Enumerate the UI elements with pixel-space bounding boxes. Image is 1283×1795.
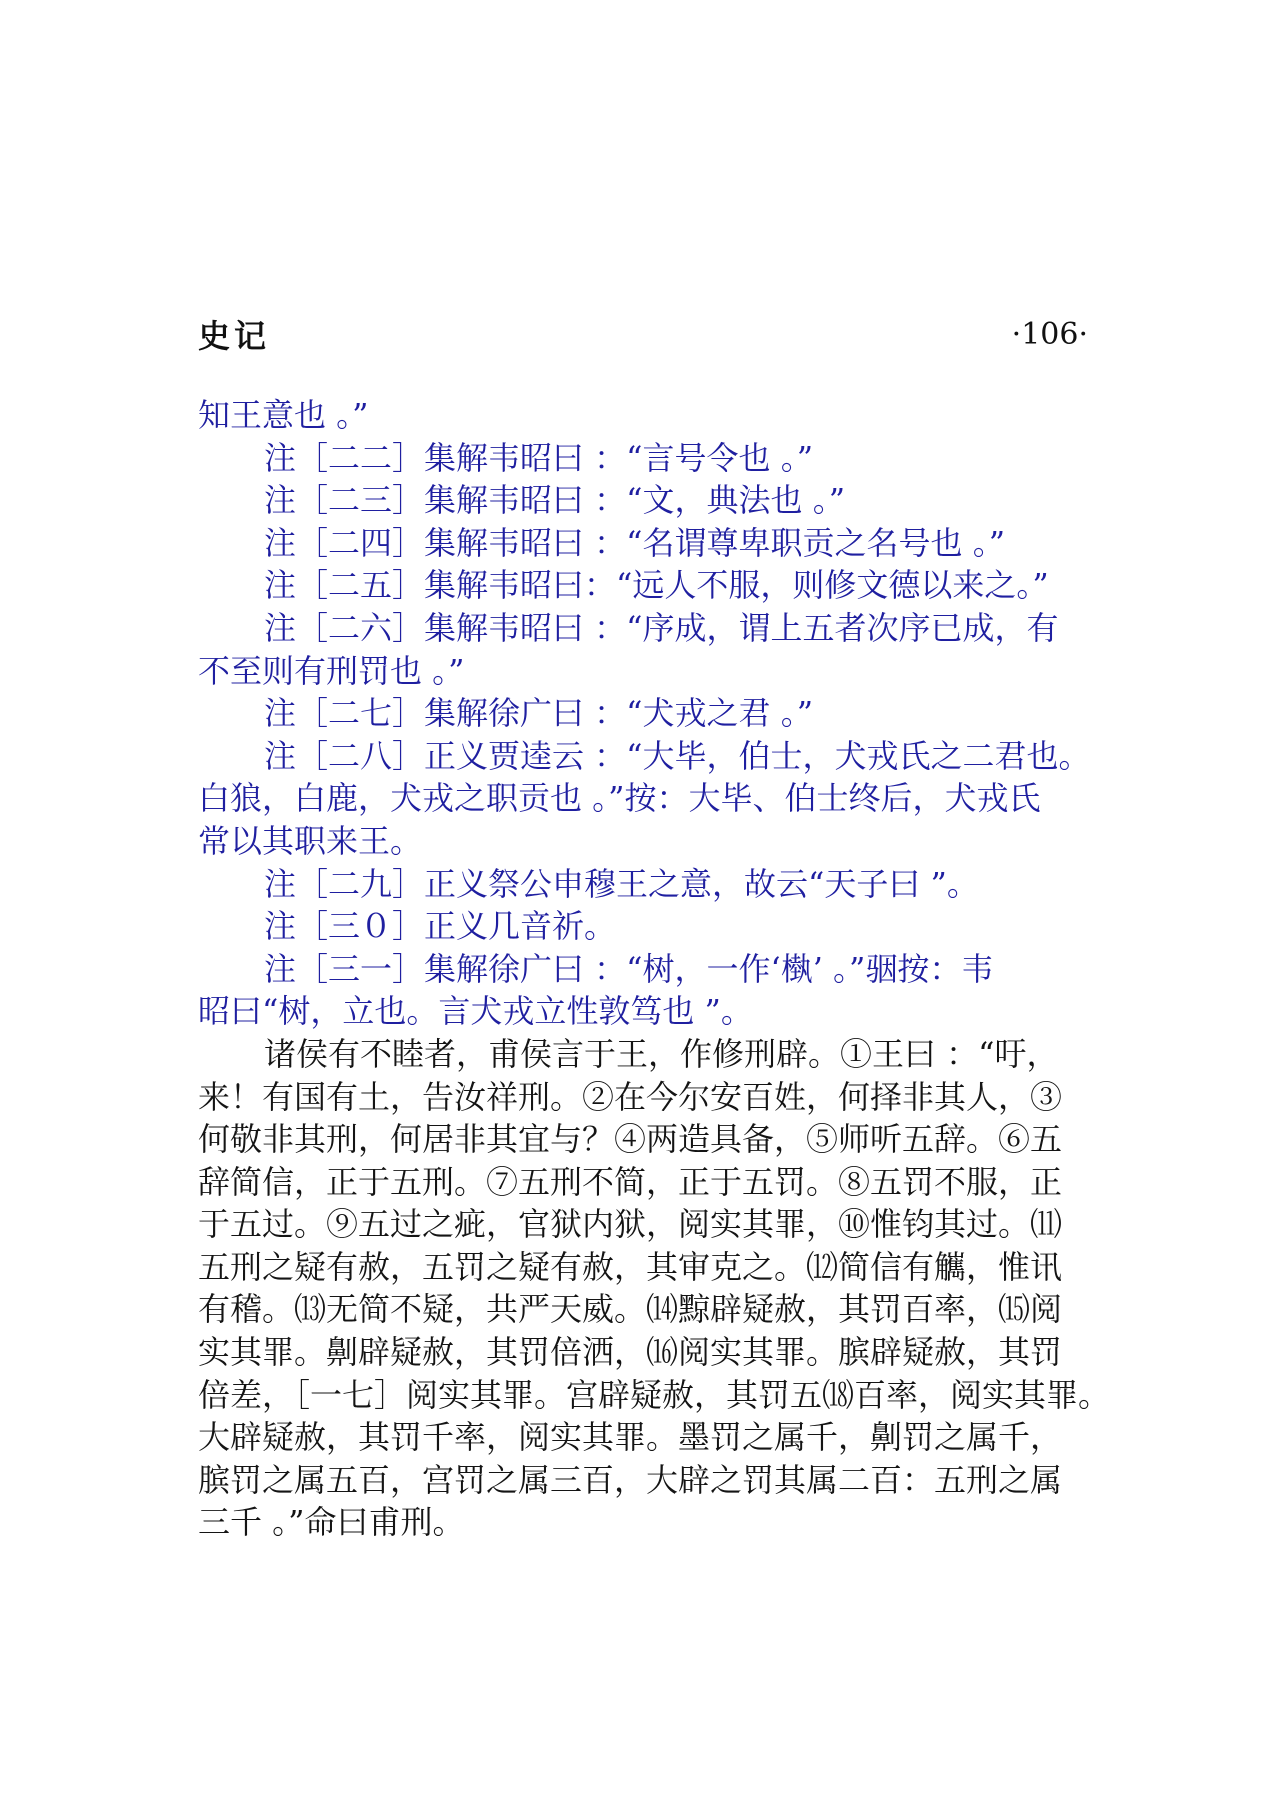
text-line: 注［三一］集解徐广曰 ：“树，一作‘槸’ 。”骃按：韦 xyxy=(264,949,994,988)
text-line: 于五过。⑨五过之疵，官狱内狱，阅实其罪，⑩惟钧其过。⑾ xyxy=(198,1205,1063,1244)
text-line: 五刑之疑有赦，五罚之疑有赦，其审克之。⑿简信有觽，惟讯 xyxy=(198,1247,1063,1286)
text-line: 注［二八］正义贾逵云 ：“大毕，伯士，犬戎氏之二君也。 xyxy=(264,736,1091,775)
text-line: 知王意也 。” xyxy=(198,396,369,434)
text-line: 注［二九］正义祭公申穆王之意，故云“天子曰 ”。 xyxy=(264,864,979,903)
text-line: 实其罪。劓辟疑赦，其罚倍洒，⒃阅实其罪。膑辟疑赦，其罚 xyxy=(198,1333,1063,1372)
page-number: ·106· xyxy=(1011,316,1088,352)
text-line: 常以其职来王。 xyxy=(198,821,423,860)
text-line: 注［三０］正义几音祈。 xyxy=(264,907,617,946)
text-line: 不至则有刑罚也 。” xyxy=(198,651,465,690)
text-line: 来！有国有土，告汝祥刑。②在今尔安百姓，何择非其人，③ xyxy=(198,1077,1063,1116)
book-title: 史记 xyxy=(198,317,271,355)
text-line: 膑罚之属五百，宫罚之属三百，大辟之罚其属二百：五刑之属 xyxy=(198,1460,1063,1499)
text-line: 注［二四］集解韦昭曰 ：“名谓尊卑职贡之名号也 。” xyxy=(264,523,1006,562)
text-line: 注［二七］集解徐广曰 ：“犬戎之君 。” xyxy=(264,694,814,733)
text-line: 倍差，［一七］阅实其罪。宫辟疑赦，其罚五⒅百率，阅实其罪。 xyxy=(198,1375,1111,1414)
text-line: 注［二二］集解韦昭曰 ：“言号令也 。” xyxy=(264,438,814,477)
body-text xyxy=(198,394,1111,1544)
text-line: 白狼，白鹿，犬戎之职贡也 。”按：大毕、伯士终后，犬戎氏 xyxy=(198,779,1041,818)
text-line: 大辟疑赦，其罚千率，阅实其罪。墨罚之属千，劓罚之属千， xyxy=(198,1418,1063,1457)
text-line: 注［二六］集解韦昭曰 ：“序成，谓上五者次序已成，有 xyxy=(264,608,1059,647)
page-header xyxy=(198,310,1088,358)
text-line: 注［二五］集解韦昭曰：“远人不服，则修文德以来之。” xyxy=(264,566,1049,605)
text-line: 昭曰“树，立也。言犬戎立性敦笃也 ”。 xyxy=(198,992,753,1031)
text-line: 诸侯有不睦者，甫侯言于王，作修刑辟。①王曰 ：“吁， xyxy=(264,1034,1059,1073)
text-line: 辞简信，正于五刑。⑦五刑不简，正于五罚。⑧五罚不服，正 xyxy=(198,1162,1063,1201)
text-line: 注［二三］集解韦昭曰 ：“文，典法也 。” xyxy=(264,481,846,520)
text-line: 有稽。⒀无简不疑，共严天威。⒁黥辟疑赦，其罚百率，⒂阅 xyxy=(198,1290,1063,1329)
text-line: 何敬非其刑，何居非其宜与？④两造具备，⑤师听五辞。⑥五 xyxy=(198,1120,1063,1159)
text-line: 三千 。”命曰甫刑。 xyxy=(198,1503,465,1542)
